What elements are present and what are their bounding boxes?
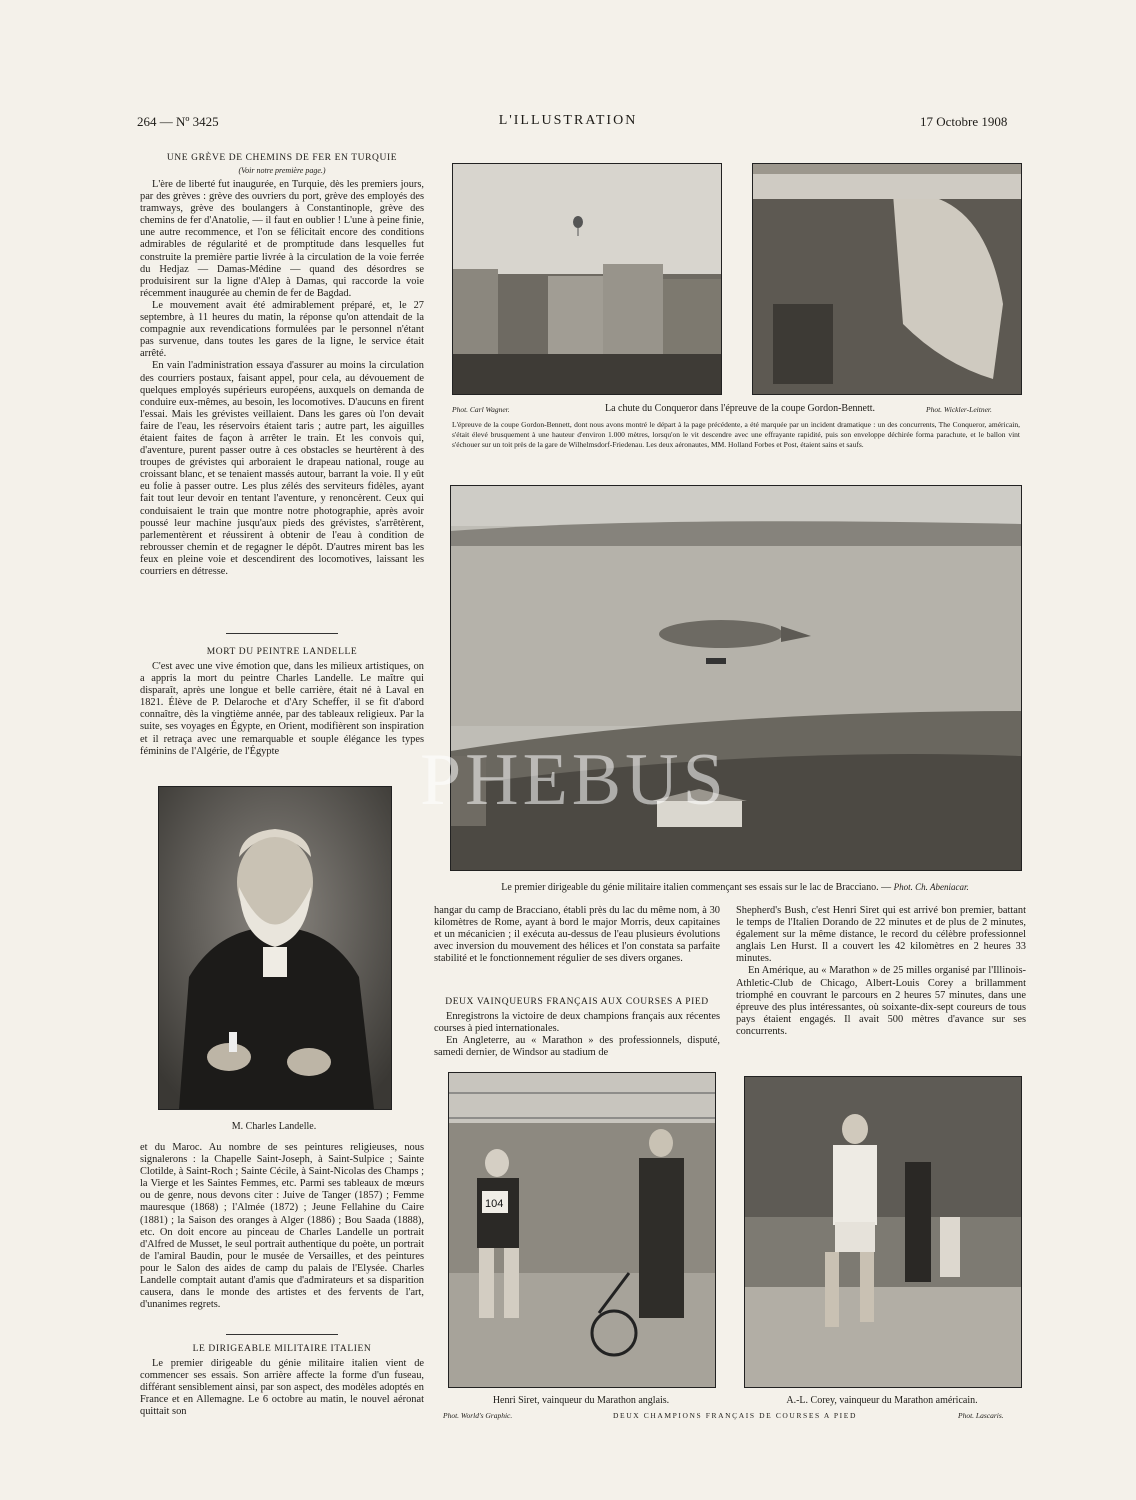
article-dirigeable-continued	[434, 905, 720, 965]
paragraph: Le mouvement avait été admirablement préparé, et, le 27 septembre, à 11 heures du matin, la réponse qu'on attendait de la compagnie aux revendications formulées par le personnel n'étant pas survenue, dans toutes les gares de la ligne, le service était arrêté.	[140, 299, 424, 360]
article-dirigeable	[140, 1358, 424, 1418]
credit-conqueror-left: Phot. Carl Wagner.	[452, 405, 510, 414]
issue-date: 17 Octobre 1908	[920, 114, 1008, 129]
photo-conqueror-sky	[452, 163, 722, 395]
caption-siret: Henri Siret, vainqueur du Marathon anglais.	[492, 1395, 670, 1406]
caption-corey: A.-L. Corey, vainqueur du Marathon américain.	[786, 1395, 978, 1406]
paragraph: En Angleterre, au « Marathon » des professionnels, disputé, samedi dernier, de Windsor au stadium de	[434, 1035, 720, 1059]
credit-conqueror-right: Phot. Wickler-Leitner.	[926, 405, 992, 414]
caption-champions: DEUX CHAMPIONS FRANÇAIS DE COURSES A PIED	[613, 1411, 857, 1420]
conqueror-roof-image	[753, 164, 1021, 394]
paragraph: En vain l'administration essaya d'assurer au moins la circulation des courriers postaux, faisant appel, pour cela, au dévouement de quelques employés supérieurs européens, auxquels on demanda de conduire eux-mêmes, au besoin, les locomotives. D'aucuns en firent l'essai. Mais les grévistes veillaient. Dans les gares où l'on devait faire de l'eau, les réservoirs étaient taris ; autre part, les aiguilles étaient faites de façon à arrêter le train. Et les convois qui, d'aventure, purent passer outre à ces obstacles se heurtèrent à des troupes de grévistes qui arboraient le drapeau national, rouge au croissant blanc, et se tenaient massés autour, barrant la voie. Il y eût eu folie à passer outre. Les plus zélés des serviteurs fidèles, ayant fait tout leur devoir en tentant l'aventure, y renoncèrent. Ceux qui conduisaient le train que montre notre photographie, après avoir poussé leur machine jusqu'aux pieds des grévistes, s'arrêtèrent, parlementèrent et réussirent à obtenir de l'eau à condition de rebrousser chemin et de regagner le dépôt. D'autres mirent bas les feux en pleine voie et descendirent des locomotives, laissant les courriers en détresse.	[140, 360, 424, 577]
paragraph: En Amérique, au « Marathon » de 25 milles organisé par l'Illinois-Athletic-Club de Chicago, Albert-Louis Corey a brillamment triomphé en couvrant le parcours en 2 heures 57 minutes, dans une épreuve des plus intéressantes, où soixante-dix-sept coureurs de tous pays étaient engagés. Il avait 500 mètres d'avance sur ses concurrents.	[736, 965, 1026, 1037]
paragraph: hangar du camp de Bracciano, établi près du lac du même nom, à 30 kilomètres de Rome, ayant à bord le major Morris, deux capitaines et un mécanicien ; il exécuta au-dessus de l'eau plusieurs évolutions avec inversion du mouvement des hélices et l'on constata sa parfaite stabilité et le fonctionnement régulier de ses divers organes.	[434, 905, 720, 965]
ornament-divider	[226, 1332, 338, 1338]
conqueror-description: L'épreuve de la coupe Gordon-Bennett, dont nous avons montré le départ à la page précédente, a été marquée par un incident dramatique : un des concurrents, The Conqueror, américain, s'était élevé brusquement à une hauteur d'environ 1.000 mètres, lorsqu'on le vit descendre avec une effrayante rapidité, puis son enveloppe déchirée forma parachute, et le ballon vint s'échouer sur un toit près de la gare de Wilhelmsdorf-Friedenau. Les deux aéronautes, MM. Holland Forbes et Post, étaient sains et saufs.	[452, 420, 1020, 449]
masthead-title: L'ILLUSTRATION	[498, 113, 638, 128]
photo-corey	[744, 1076, 1022, 1388]
paragraph: Enregistrons la victoire de deux champions français aux récentes courses à pied internationales.	[434, 1011, 720, 1035]
credit-corey: Phot. Lascaris.	[958, 1411, 1004, 1420]
caption-airship	[450, 882, 1020, 893]
section-title-dirigeable: LE DIRIGEABLE MILITAIRE ITALIEN	[192, 1344, 372, 1354]
section-title-greve: UNE GRÈVE DE CHEMINS DE FER EN TURQUIE	[166, 153, 398, 163]
caption-airship-text: Le premier dirigeable du génie militaire italien commençant ses essais sur le lac de Bracciano. —	[501, 882, 892, 893]
portrait-landelle-photo	[158, 786, 392, 1110]
photo-conqueror-roof	[752, 163, 1022, 395]
paragraph: C'est avec une vive émotion que, dans les milieux artistiques, on a appris la mort du peintre Charles Landelle. Le maître qui disparaît, après une longue et belle carrière, était né à Laval en 1821. Élève de P. Delaroche et d'Ary Scheffer, il se fit d'abord connaître, dès la vingtième année, par des tableaux religieux. Par la suite, ses voyages en Égypte, en Orient, modifièrent son inspiration et il retraça avec une remarquable et souple élégance les types féminins de l'Algérie, de l'Égypte	[140, 661, 424, 757]
section-title-courses: DEUX VAINQUEURS FRANÇAIS AUX COURSES A PIED	[445, 997, 709, 1007]
watermark-logo: PHEBUS	[420, 739, 728, 821]
portrait-caption: M. Charles Landelle.	[231, 1121, 317, 1132]
article-courses-continued	[736, 905, 1026, 1038]
page-number: 264 — Nº 3425	[137, 114, 219, 129]
caption-conqueror: La chute du Conqueror dans l'épreuve de la coupe Gordon-Bennett.	[604, 403, 876, 414]
siret-image	[449, 1073, 715, 1387]
article-courses	[434, 1011, 720, 1059]
portrait-landelle-image	[159, 787, 391, 1109]
paragraph: L'ère de liberté fut inaugurée, en Turquie, dès les premiers jours, par des grèves : grève des ouvriers du port, grève des employés des tramways, grève des boulangers à Constantinople, grève des chemins de fer d'Anatolie, — il faut en oublier ! L'une à peine finie, une autre recommence, et l'on se félicitait encore des conditions admirables de régularité et de promptitude dans lesquelles fut construite la première partie livrée à la circulation de la voie ferrée du Hedjaz — Damas-Médine — quand des désordres se produisirent sur la ligne d'Alep à Damas, qui raccorde la voie récemment inaugurée au chemin de fer de Bagdad.	[140, 179, 424, 299]
corey-image	[745, 1077, 1021, 1387]
paragraph: Shepherd's Bush, c'est Henri Siret qui est arrivé bon premier, battant le temps de l'Italien Dorando de 22 minutes et de plus de 2 minutes, également sur la même distance, le record du célèbre professionnel anglais Len Hurst. Il a couvert les 42 kilomètres en 2 heures 33 minutes.	[736, 905, 1026, 965]
credit-airship: Phot. Ch. Abeniacar.	[893, 882, 969, 892]
conqueror-sky-image	[453, 164, 721, 394]
ornament-divider	[226, 631, 338, 637]
article-landelle	[140, 661, 424, 758]
article-greve	[140, 179, 424, 578]
paragraph: et du Maroc. Au nombre de ses peintures religieuses, nous signalerons : la Chapelle Saint-Joseph, à Saint-Sulpice ; Sainte Clotilde, à Saint-Roch ; Sainte Cécile, à Saint-Nicolas des Champs ; la Vierge et les Saintes Femmes, etc. Parmi ses tableaux de mœurs ou de genre, nous devons citer : Juive de Tanger (1857) ; Femme mauresque (1868) ; l'Almée (1872) ; Jeune Fellahine du Caire (1881) ; la Saison des oranges à Alger (1886) ; Bou Saada (1888), etc. On doit encore au pinceau de Charles Landelle un portrait d'Alfred de Musset, le seul portrait authentique du poète, un portrait de l'amiral Baudin, pour le musée de Versailles, et des peintures pour le Salon des aides de camp du palais de l'Elysée. Charles Landelle comptait autant d'amis que d'admirateurs et sa disparition causera, dans le monde des artistes et des fervents de l'art, d'unanimes regrets.	[140, 1142, 424, 1311]
paragraph: Le premier dirigeable du génie militaire italien vient de commencer ses essais. Son arrière affecte la forme d'un fuseau, différant sensiblement ainsi, par son aspect, des modèles adoptés en France et en Allemagne. Le 6 octobre au matin, le nouvel aéronat quittait son	[140, 1358, 424, 1418]
runner-bib-number: 104	[485, 1198, 504, 1210]
photo-siret	[448, 1072, 716, 1388]
section-subtitle-greve: (Voir notre première page.)	[238, 166, 326, 175]
section-title-landelle: MORT DU PEINTRE LANDELLE	[206, 647, 358, 657]
credit-siret: Phot. World's Graphic.	[443, 1411, 513, 1420]
article-landelle-continued	[140, 1142, 424, 1311]
